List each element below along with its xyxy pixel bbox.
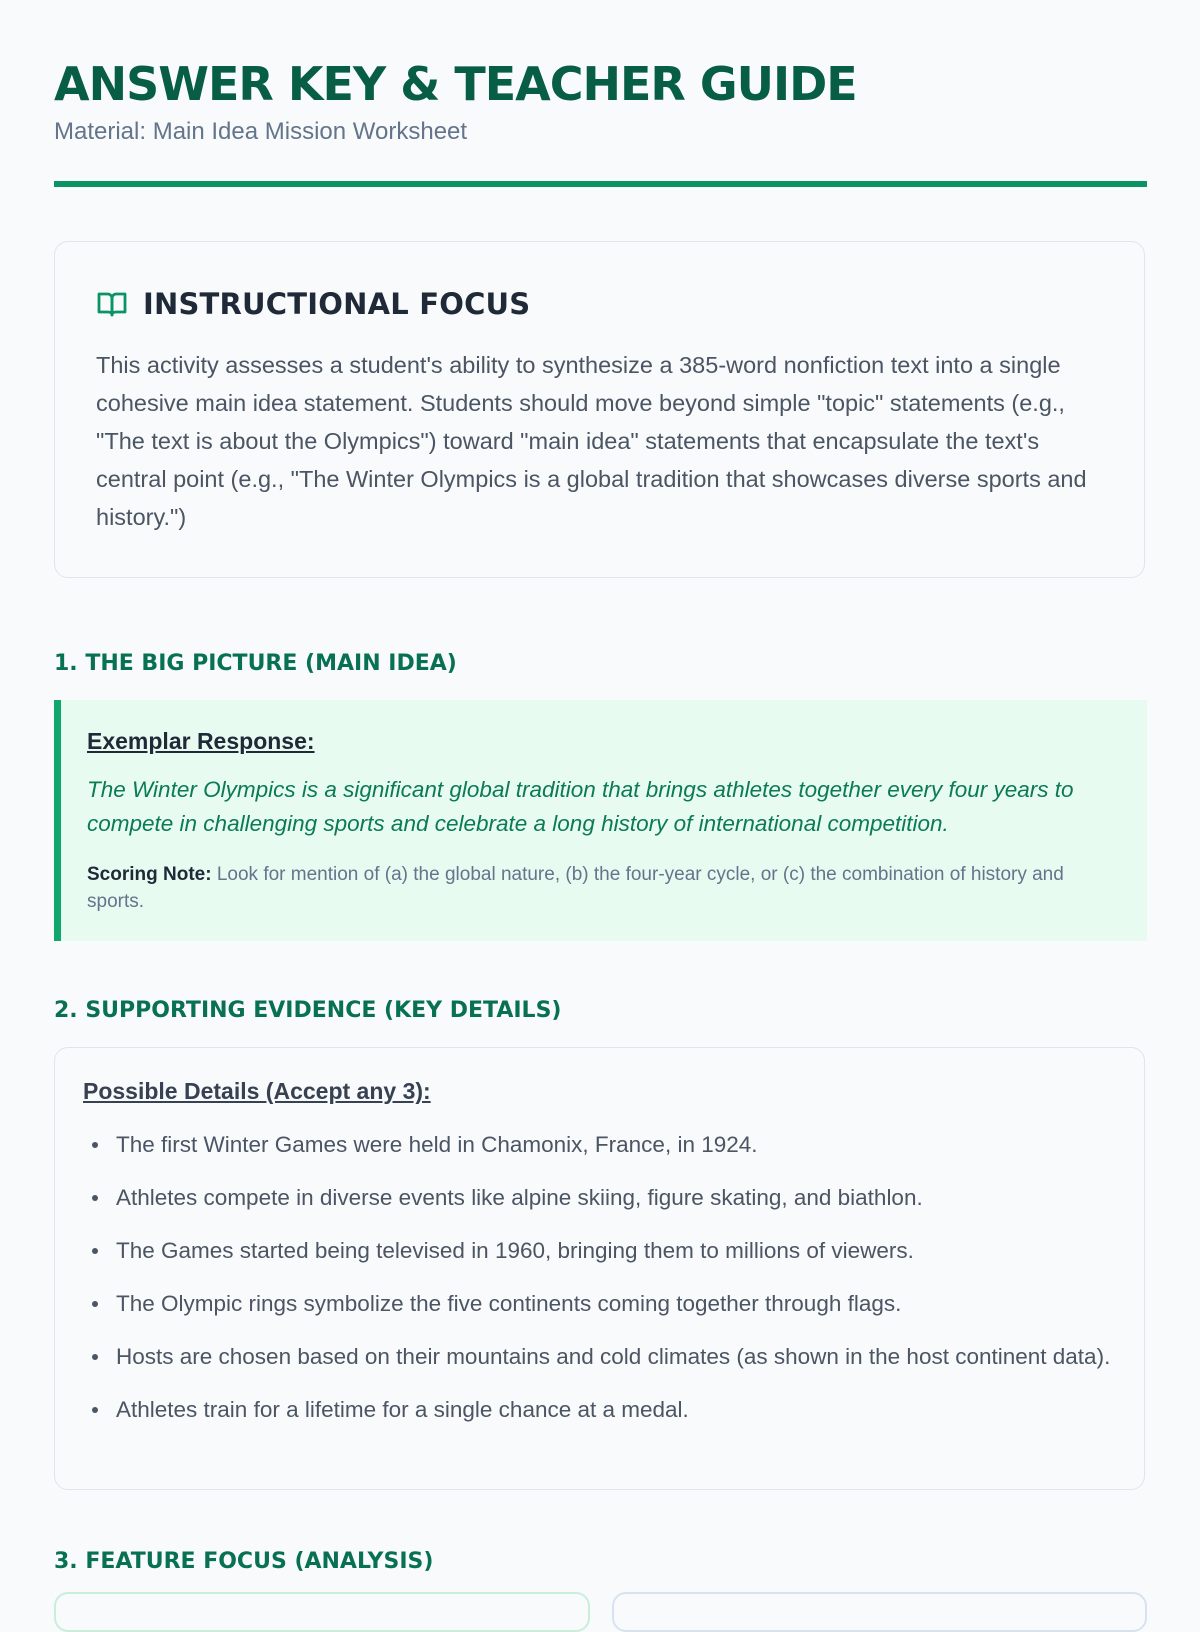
detail-item: The first Winter Games were held in Chamonix, France, in 1924. <box>55 1128 1115 1161</box>
possible-details-card <box>54 1047 1145 1490</box>
book-icon <box>95 287 129 321</box>
exemplar-response-text: The Winter Olympics is a significant global tradition that brings athletes together every four years to compete in challenging sports and celebrate a long history of international competition. <box>87 777 1074 836</box>
instructional-focus-heading <box>95 287 530 321</box>
document-title: ANSWER KEY & TEACHER GUIDE <box>54 57 857 111</box>
document-subtitle: Material: Main Idea Mission Worksheet <box>54 118 468 145</box>
detail-item: Hosts are chosen based on their mountains and cold climates (as shown in the host continent data). <box>55 1340 1115 1373</box>
exemplar-response-box <box>54 700 1147 941</box>
supporting-evidence-section-heading: 2. SUPPORTING EVIDENCE (KEY DETAILS) <box>54 998 562 1023</box>
detail-item: The Games started being televised in 1960, bringing them to millions of viewers. <box>55 1234 1115 1267</box>
detail-item: The Olympic rings symbolize the five continents coming together through flags. <box>55 1287 1115 1320</box>
instructional-focus-card <box>54 241 1145 578</box>
scoring-note <box>87 861 1117 915</box>
feature-focus-card-row <box>54 1592 1147 1612</box>
possible-details-label: Possible Details (Accept any 3): <box>83 1078 431 1104</box>
detail-item: Athletes train for a lifetime for a single chance at a medal. <box>55 1393 1115 1426</box>
scoring-note-text: Look for mention of (a) the global nature, (b) the four-year cycle, or (c) the combination of history and sports. <box>87 864 1064 912</box>
feature-focus-card-right <box>612 1592 1147 1632</box>
instructional-focus-title: INSTRUCTIONAL FOCUS <box>143 287 531 321</box>
main-idea-section-heading: 1. THE BIG PICTURE (MAIN IDEA) <box>54 651 457 676</box>
feature-focus-card-left <box>54 1592 590 1632</box>
scoring-note-label: Scoring Note: <box>87 864 212 885</box>
detail-item: Athletes compete in diverse events like alpine skiing, figure skating, and biathlon. <box>55 1181 1115 1214</box>
feature-focus-section-heading: 3. FEATURE FOCUS (ANALYSIS) <box>54 1549 434 1574</box>
possible-details-list <box>55 1128 1115 1446</box>
instructional-focus-body: This activity assesses a student's ability to synthesize a 385-word nonfiction text into a single cohesive main idea statement. Students should move beyond simple "topic" statements (e.g., "The text is about the Olympics") toward "main idea" statements that encapsulate the text's central point (e.g., "The Winter Olympics is a global tradition that showcases diverse sports and history.") <box>96 352 1087 530</box>
title-divider <box>54 181 1147 187</box>
exemplar-response-label: Exemplar Response: <box>87 728 315 754</box>
